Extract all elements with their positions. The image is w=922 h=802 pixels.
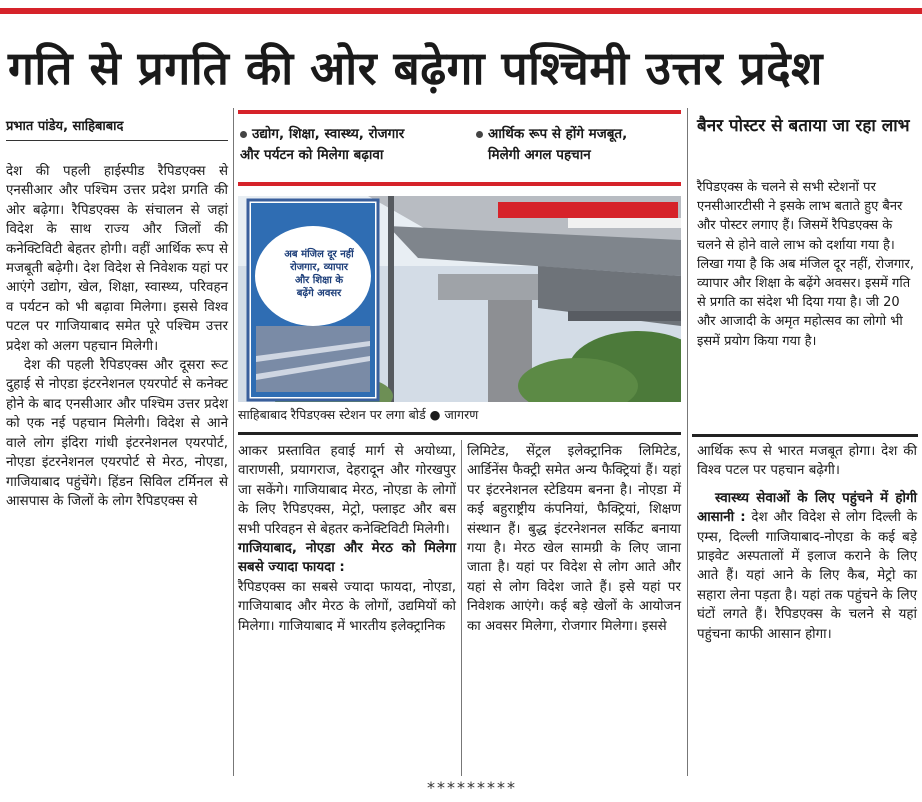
poster-line-1: अब मंजिल दूर नहीं [284, 249, 354, 260]
poster-line-2: रोजगार, व्यापार [290, 262, 348, 273]
article-column-2 [238, 442, 456, 636]
headline: गति से प्रगति की ओर बढ़ेगा पश्चिमी उत्तर प्रदेश [8, 41, 823, 95]
article-column-1 [6, 162, 228, 511]
byline: प्रभात पांडेय, साहिबाबाद [6, 119, 124, 134]
poster-text [276, 248, 362, 300]
poster-line-4: बढ़ेंगे अवसर [296, 288, 342, 299]
column-3-paragraph-1: लिमिटेड, सेंट्रल इलेक्ट्रानिक लिमिटेड, आर्डिनेंस फैक्ट्री समेत अन्य फैक्ट्रियां हैं। यहां पर इंटरनेशनल स्टेडियम बनना है। नोएडा में कई बहुराष्ट्रीय कंपनियां, फैक्ट्रियां, शिक्षण संस्थान हैं। बुद्ध इंटरनेशनल सर्किट बनाया गया है। मेरठ खेल सामग्री के लिए जाना जाता है। यहां पर विदेश से लोग आते और यहां से लोग विदेश जाते हैं। इसे यहां पर निवेशक आएंगे। कई बड़े खेलों के आयोजन का अवसर मिलेगा, रोजगार मिलेगा। इससे [467, 444, 681, 634]
highlight-top-rule [238, 110, 681, 114]
highlight-2-line-1: आर्थिक रूप से होंगे मजबूत, [488, 126, 628, 142]
bullet-icon [476, 131, 483, 138]
column-2-subheading: गाजियाबाद, नोएडा और मेरठ को मिलेगा सबसे ज्यादा फायदा : [238, 541, 456, 576]
highlight-item-2 [476, 124, 681, 166]
end-mark: ********* [427, 778, 517, 797]
column-4-subheading: स्वास्थ्य सेवाओं के लिए पहुंचने में होगी आसानी : [697, 490, 917, 526]
column-divider-2 [461, 440, 462, 776]
highlight-1-line-2: और पर्यटन को मिलेगा बढ़ावा [240, 147, 384, 163]
column-divider-1 [233, 108, 234, 776]
column-2-paragraph-1: आकर प्रस्तावित हवाई मार्ग से अयोध्या, वाराणसी, प्रयागराज, देहरादून और गोरखपुर जा सकेंगे। गाजियाबाद मेरठ, नोएडा के लोगों के लिए रैपिडएक्स, मेट्रो, फ्लाइट और बस सभी परिवहन से बेहतर कनेक्टिविटी मिलेगी। [238, 444, 456, 537]
article-column-4 [697, 442, 917, 644]
highlight-2-line-2: मिलेगी अगल पहचान [488, 147, 591, 163]
station-photo [238, 196, 681, 402]
bullet-icon [240, 131, 247, 138]
poster-line-3: और शिक्षा के [294, 275, 344, 286]
byline-rule [6, 140, 228, 141]
column-divider-3 [687, 108, 688, 776]
column-4-paragraph-2: देश और विदेश से लोग दिल्ली के एम्स, दिल्ली गाजियाबाद-नोएडा के कई बड़े प्राइवेट अस्पतालों में इलाज कराने के लिए आते हैं। यहां आने के लिए कैब, मेट्रो का सहारा लेना पड़ता है। यहां तक पहुंचने के लिए घंटों लगते हैं। रैपिडएक्स के चलने से यहां पहुंचना काफी आसान होगा। [697, 510, 918, 642]
highlight-bottom-rule [238, 182, 681, 186]
article-column-3 [467, 442, 681, 636]
column-4-paragraph-1: आर्थिक रूप से भारत मजबूत होगा। देश की विश्व पटल पर पहचान बढ़ेगी। [697, 444, 917, 479]
highlight-1-line-1: उद्योग, शिक्षा, स्वास्थ्य, रोजगार [252, 126, 405, 142]
caption-rule [238, 432, 681, 435]
highlight-item-1 [240, 124, 465, 166]
side-box-body: रैपिडएक्स के चलने से सभी स्टेशनों पर एनसीआरटीसी ने इसके लाभ बताते हुए बैनर और पोस्टर लगाए हैं। जिसमें रैपिडएक्स के चलने से होने वाले लाभ को दर्शाया गया है। लिखा गया है कि अब मंजिल दूर नहीं, रोजगार, व्यापार और शिक्षा के बढ़ेंगे अवसर। इसमें गति से प्रगति का संदेश भी दिया गया है। जी 20 और आजादी के अमृत महोत्सव का लोगो भी इसमें प्रयोग किया गया है। [697, 180, 914, 349]
column-2-paragraph-2: रैपिडएक्स का सबसे ज्यादा फायदा, नोएडा, गाजियाबाद और मेरठ के लोगों, उद्यमियों को मिलेगा। गाजियाबाद में भारतीय इलेक्ट्रानिक [238, 579, 456, 634]
side-box-title: बैनर पोस्टर से बताया जा रहा लाभ [697, 116, 910, 136]
column-1-paragraph-2: देश की पहली रैपिडएक्स और दूसरा रूट दुहाई से नोएडा इंटरनेशनल एयरपोर्ट से कनेक्ट होने के बाद एनसीआर और पश्चिम उत्तर प्रदेश को एक नई पहचान मिलेगी। विदेश से आने वाले लोग इंदिरा गांधी इंटरनेशनल एयरपोर्ट, नोएडा इंटरनेशनल एयरपोर्ट से मेरठ, नोएडा, गाजियाबाद पहुंचेंगे। हिंडन सिविल टर्मिनल से आसपास के जिलों के लोग रैपिडएक्स से [6, 358, 228, 509]
photo-caption: साहिबाबाद रैपिडएक्स स्टेशन पर लगा बोर्ड ● जागरण [238, 407, 479, 422]
column-1-paragraph-1: देश की पहली हाईस्पीड रैपिडएक्स से एनसीआर और पश्चिम उत्तर प्रदेश प्रगति की ओर बढ़ेगा। रैपिडएक्स के संचालन से जहां विदेश के साथ राज्य और जिलों की कनेक्टिविटी बेहतर होगी। वहीं आर्थिक रूप से मजबूती बढ़ेगी। देश विदेश से निवेशक यहां पर आएंगे उद्योग, खेल, शिक्षा, स्वास्थ्य, परिवहन व पर्यटन को भी बढ़ावा मिलेगा। इससे विश्व पटल पर गाजियाबाद समेत पूरे पश्चिम उत्तर प्रदेश को अलग पहचान मिलेगी। [6, 164, 228, 354]
top-red-rule [0, 8, 922, 14]
side-box-rule [692, 434, 918, 437]
